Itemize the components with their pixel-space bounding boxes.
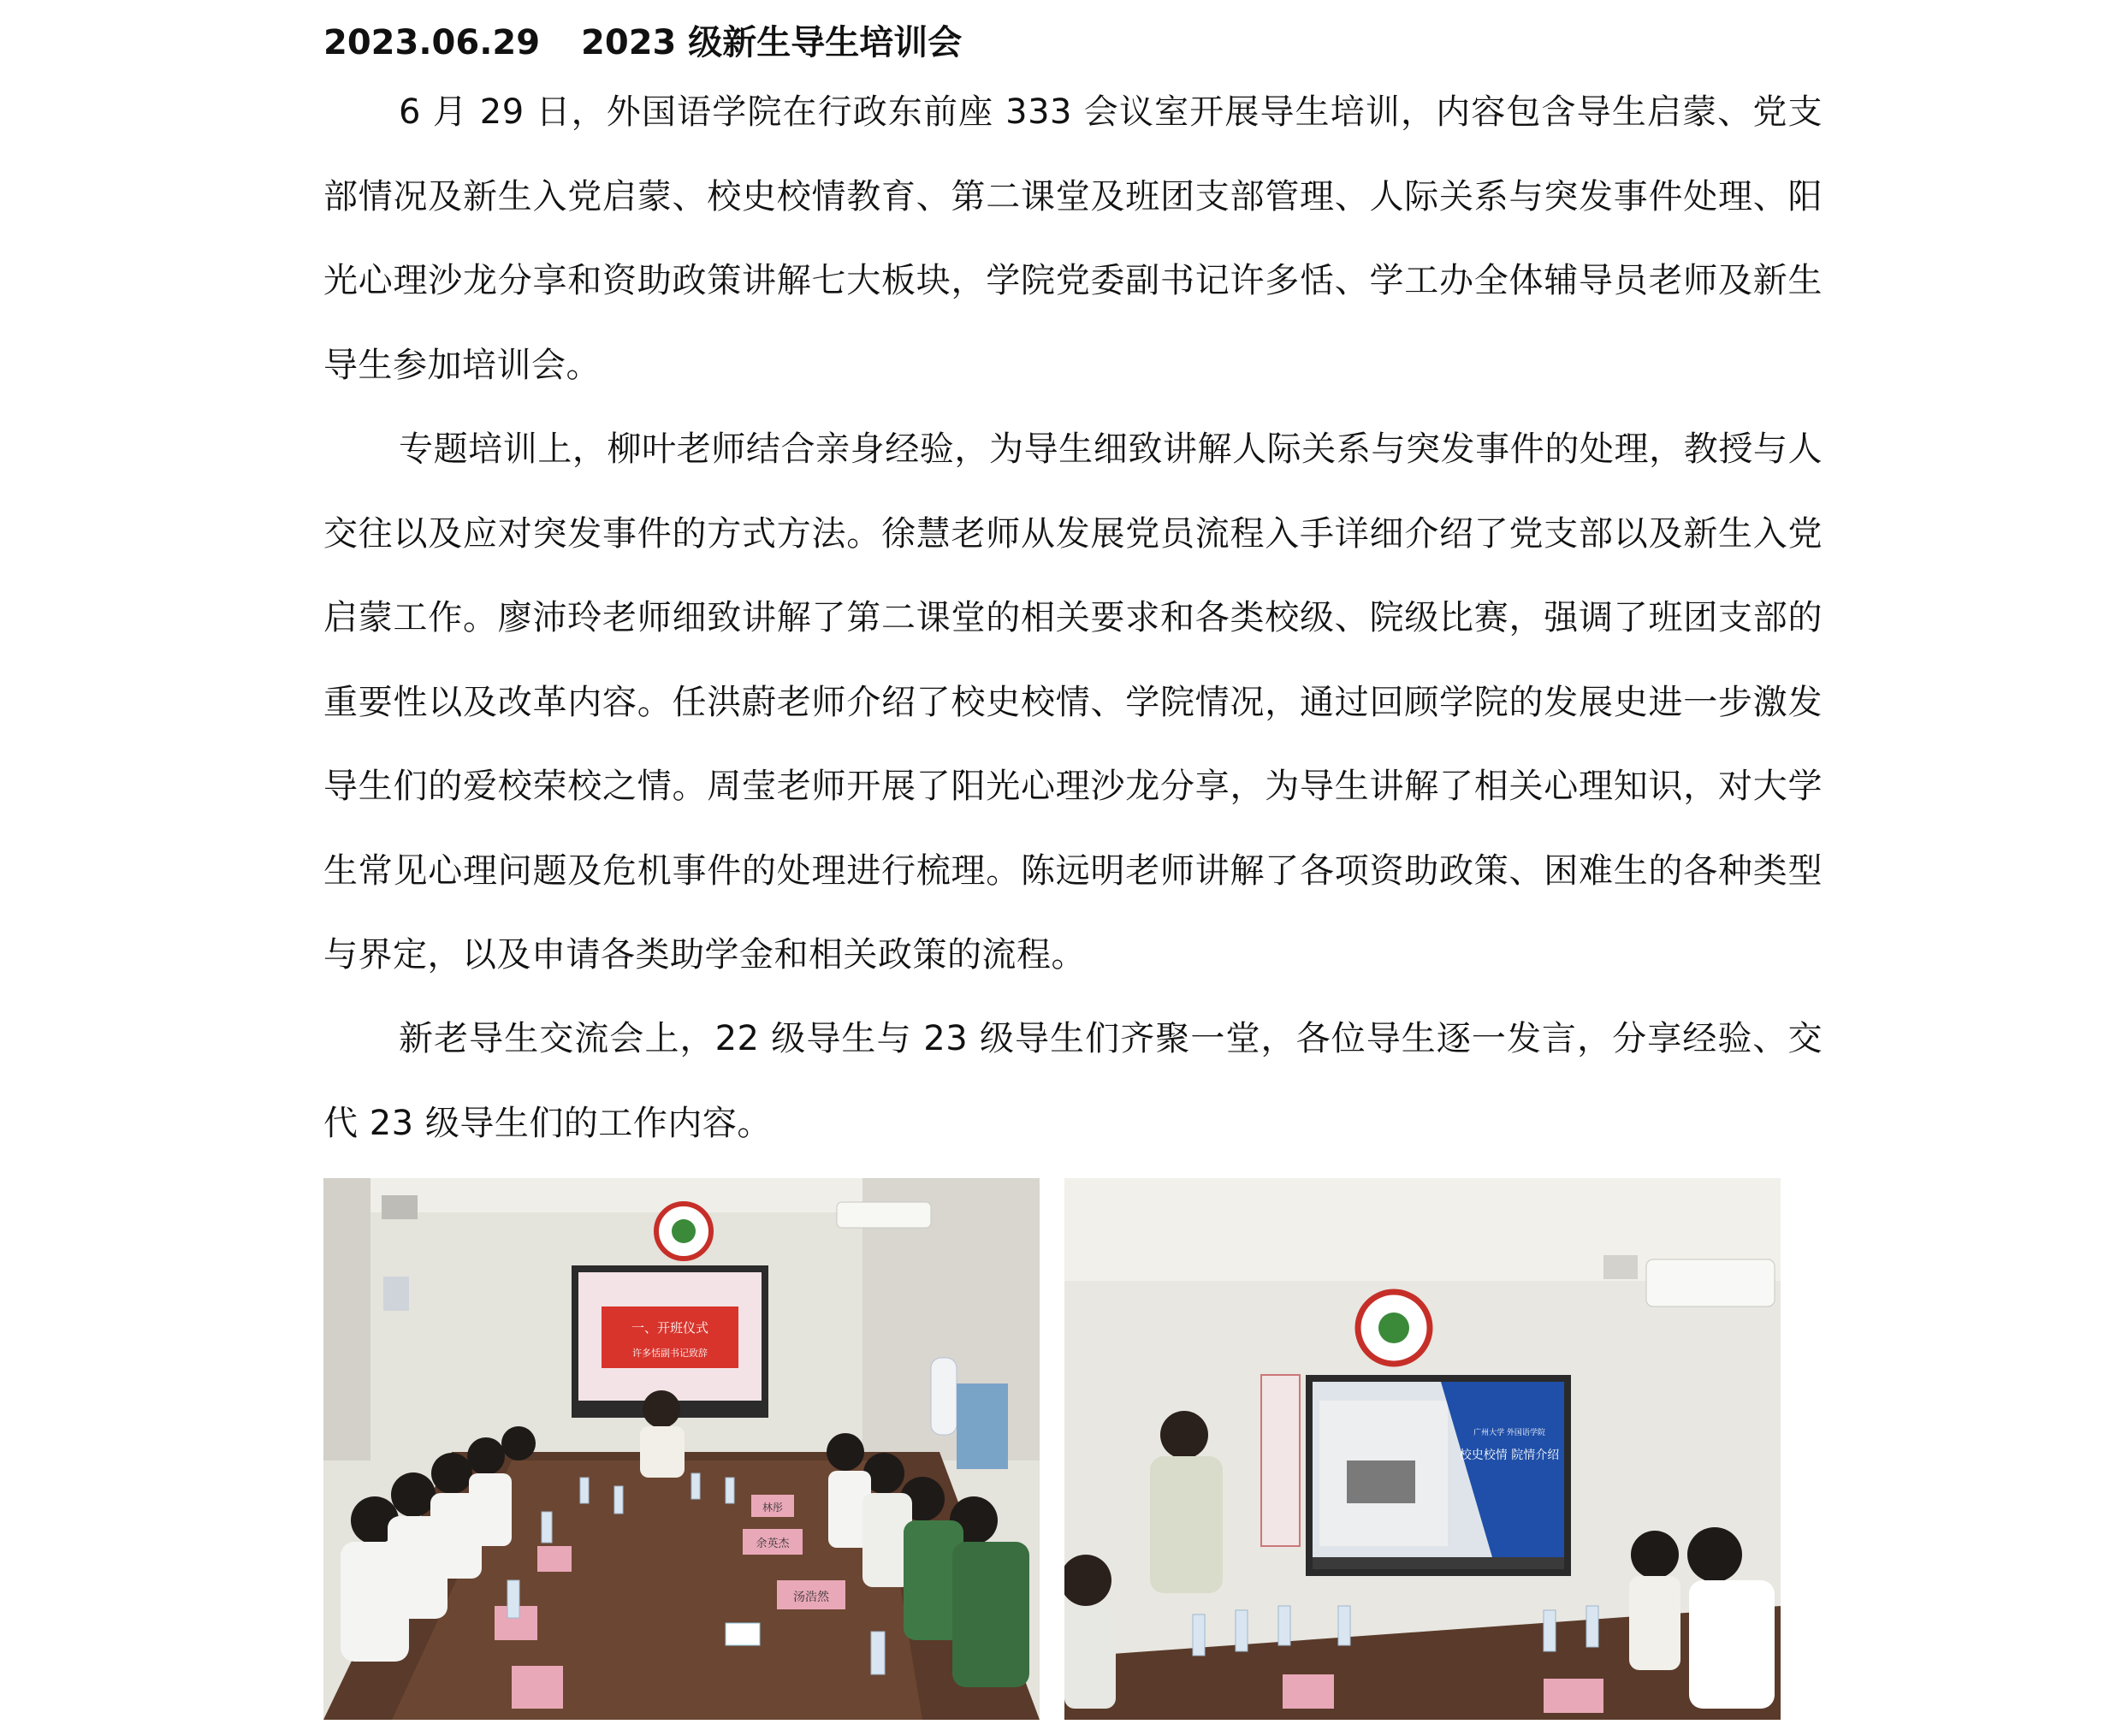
name-card-3: 汤浩然 — [793, 1591, 829, 1604]
photo-2-illustration — [1064, 1178, 1781, 1720]
paragraph-1: 6 月 29 日，外国语学院在行政东前座 333 会议室开展导生培训，内容包含导生启蒙、党支部情况及新生入党启蒙、校史校情教育、第二课堂及班团支部管理、人际关系与突发事件处理、阳光心理沙龙分享和资助政策讲解七大板块，学院党委副书记许多恬、学工办全体辅导员老师及新生导生参加培训会。 — [323, 92, 1823, 385]
paragraph-2: 专题培训上，柳叶老师结合亲身经验，为导生细致讲解人际关系与突发事件的处理，教授与人交往以及应对突发事件的方式方法。徐慧老师从发展党员流程入手详细介绍了党支部以及新生入党启蒙工作。廖沛玲老师细致讲解了第二课堂的相关要求和各类校级、院级比赛，强调了班团支部的重要性以及改革内容。任洪蔚老师介绍了校史校情、学院情况，通过回顾学院的发展史进一步激发导生们的爱校荣校之情。周莹老师开展了阳光心理沙龙分享，为导生讲解了相关心理知识，对大学生常见心理问题及危机事件的处理进行梳理。陈远明老师讲解了各项资助政策、困难生的各种类型与界定，以及申请各类助学金和相关政策的流程。 — [323, 430, 1823, 975]
photo-1-illustration — [323, 1178, 1040, 1720]
photo-training-opening — [323, 1178, 1040, 1720]
name-card-2: 余英杰 — [756, 1538, 790, 1550]
screen2-header-text: 广州大学 外国语学院 — [1473, 1429, 1545, 1437]
screen2-title-text: 校史校情 院情介绍 — [1459, 1449, 1560, 1462]
document-heading — [323, 19, 962, 67]
heading-date: 2023.06.29 — [323, 23, 541, 62]
paragraph-3: 新老导生交流会上，22 级导生与 23 级导生们齐聚一堂，各位导生逐一发言，分享经验、交代 23 级导生们的工作内容。 — [323, 1019, 1823, 1143]
screen-subtitle-text: 许多恬副书记致辞 — [632, 1348, 708, 1359]
heading-title: 2023 级新生导生培训会 — [581, 23, 963, 62]
photo-school-history-intro — [1064, 1178, 1781, 1720]
name-card-1: 林彤 — [762, 1502, 784, 1514]
screen-title-text: 一、开班仪式 — [631, 1320, 709, 1336]
